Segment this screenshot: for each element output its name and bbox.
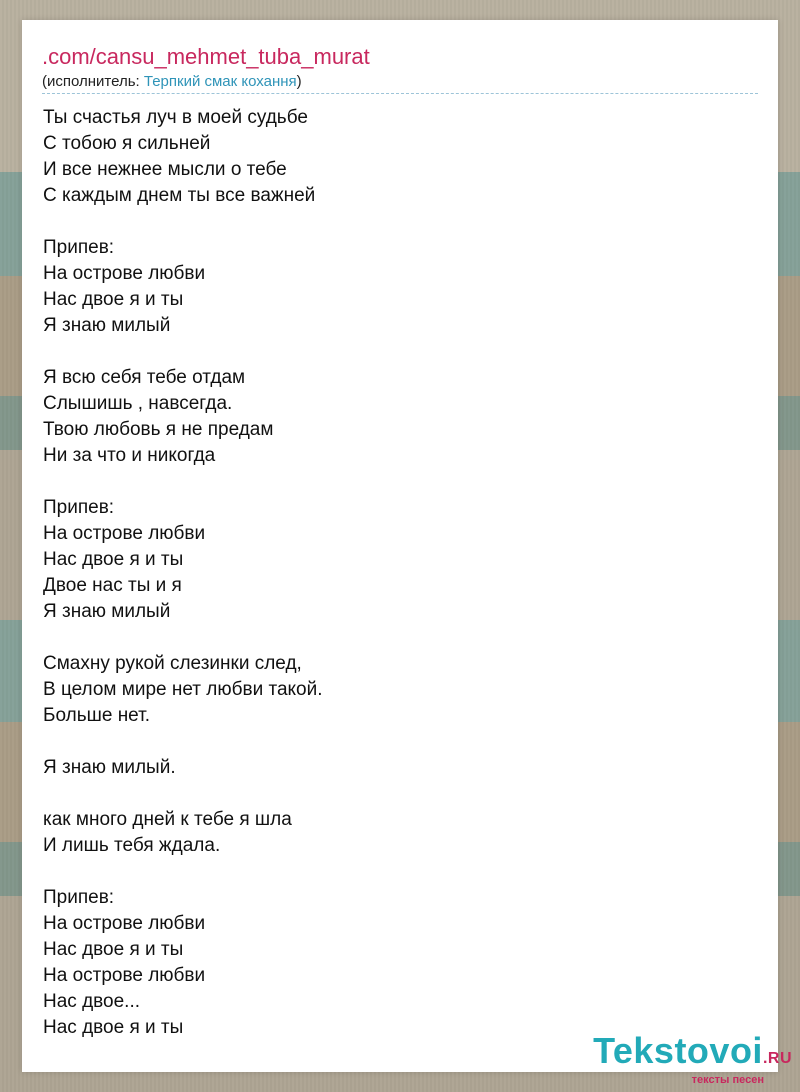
lyric-line: Нас двое я и ты [43, 1017, 184, 1038]
artist-prefix: (исполнитель: [42, 73, 144, 90]
lyric-line [43, 339, 743, 365]
lyric-line: Я знаю милый [43, 601, 171, 622]
lyric-line: Нас двое я и ты [43, 939, 184, 960]
logo-main-text: Tekstovoi [593, 1030, 763, 1071]
lyric-line: На острове любви [43, 263, 206, 284]
lyric-line: Нас двое я и ты [43, 289, 184, 310]
lyric-line: Двое нас ты и я [43, 575, 182, 596]
artist-link[interactable]: Терпкий смак кохання [143, 73, 297, 90]
lyric-line: С каждым днем ты все важней [43, 185, 316, 206]
lyric-line: На острове любви [43, 523, 206, 544]
lyric-line: Нас двое я и ты [43, 549, 184, 570]
logo-wordmark [593, 1030, 792, 1077]
lyric-line: С тобою я сильней [43, 133, 211, 154]
artist-suffix: ) [296, 73, 302, 90]
song-title: .com/cansu_mehmet_tuba_murat [42, 44, 370, 69]
lyric-line: Я знаю милый. [43, 757, 176, 778]
lyric-line: И все нежнее мысли о тебе [43, 159, 287, 180]
lyric-line: Больше нет. [43, 705, 150, 726]
lyrics-body [43, 105, 743, 1041]
artist-line [42, 73, 302, 91]
lyric-line: как много дней к тебе я шла [43, 809, 292, 830]
lyric-line: Ни за что и никогда [43, 445, 216, 466]
divider [42, 93, 758, 94]
lyric-line: Припев: [43, 237, 115, 258]
lyric-line [43, 209, 743, 235]
lyric-line: Припев: [43, 497, 115, 518]
lyric-line: Я всю себя тебе отдам [43, 367, 246, 388]
lyric-line: Я знаю милый [43, 315, 171, 336]
lyric-line: Твою любовь я не предам [43, 419, 274, 440]
lyric-line: Слышишь , навсегда. [43, 393, 233, 414]
lyric-line [43, 625, 743, 651]
lyric-line: На острове любви [43, 913, 206, 934]
logo-subtitle: тексты песен [691, 1074, 764, 1086]
site-logo[interactable] [593, 1030, 792, 1086]
lyric-line: И лишь тебя ждала. [43, 835, 221, 856]
logo-suffix: .RU [762, 1050, 792, 1067]
lyric-line: Смахну рукой слезинки след, [43, 653, 302, 674]
lyric-line: В целом мире нет любви такой. [43, 679, 323, 700]
lyric-line: Нас двое... [43, 991, 141, 1012]
lyric-line: Припев: [43, 887, 115, 908]
lyric-line [43, 859, 743, 885]
lyrics-card [22, 20, 778, 1072]
lyric-line [43, 781, 743, 807]
lyric-line [43, 729, 743, 755]
lyric-line: На острове любви [43, 965, 206, 986]
lyric-line: Ты счастья луч в моей судьбе [43, 107, 308, 128]
lyric-line [43, 469, 743, 495]
